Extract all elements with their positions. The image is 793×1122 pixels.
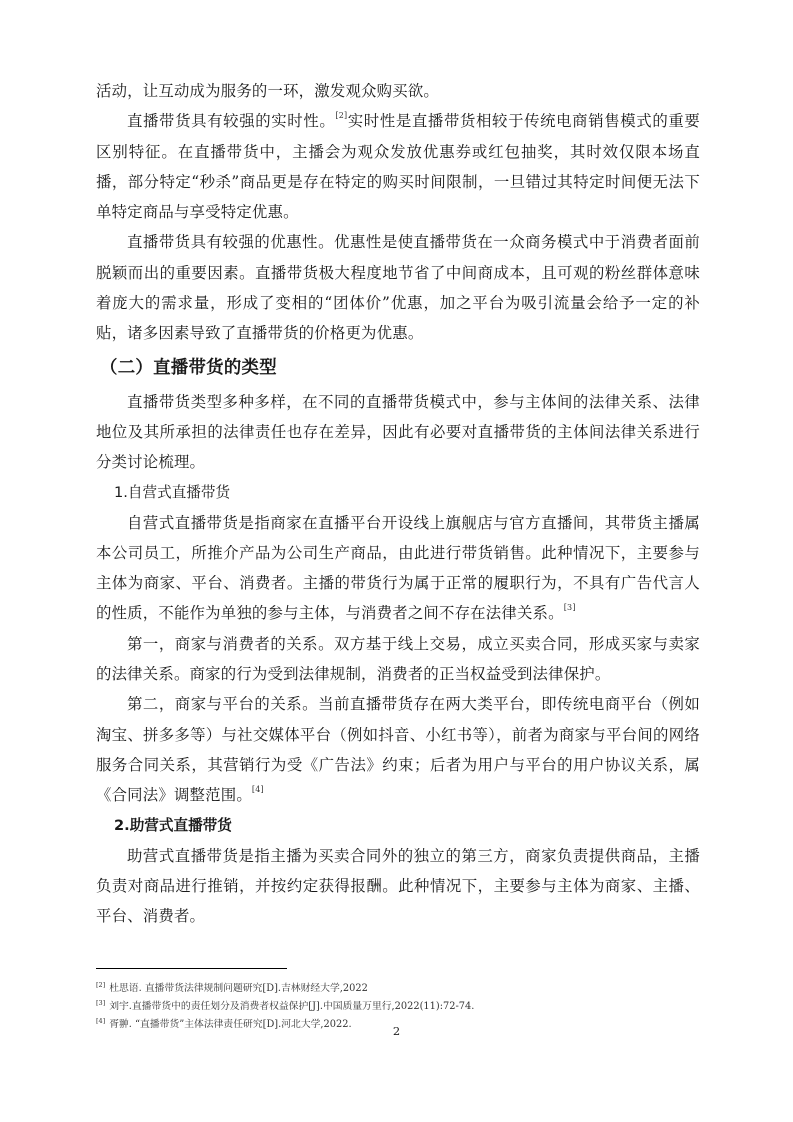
- subsection-heading: 2.助营式直播带货: [114, 816, 232, 834]
- footnote-number: [2]: [96, 981, 106, 989]
- footnote-text: 刘宇.直播带货中的责任划分及消费者权益保护[J].中国质量万里行,2022(11):72-74.: [109, 1001, 475, 1013]
- page-body: [96, 76, 700, 931]
- footnote-divider: [96, 968, 287, 969]
- footnote-text: 杜思语. 直播带货法律规制问题研究[D].吉林财经大学,2022: [109, 983, 368, 994]
- paragraph: [96, 508, 700, 629]
- paragraph: 直播带货具有较强的优惠性。优惠性是使直播带货在一众商务模式中于消费者面前脱颖而出的重要因素。直播带货极大程度地节省了中间商成本，且可观的粉丝群体意味着庞大的需求量，形成了变相的“团体价”优惠，加之平台为吸引流量会给予一定的补贴，诸多因素导致了直播带货的价格更为优惠。: [96, 233, 700, 343]
- footnote-number: [3]: [96, 999, 106, 1008]
- citation-ref[interactable]: [3]: [563, 603, 576, 613]
- paragraph: [96, 689, 700, 810]
- paragraph-text: 第二，商家与平台的关系。当前直播带货存在两大类平台，即传统电商平台（例如淘宝、拼多多等）与社交媒体平台（例如抖音、小红书等），前者为商家与平台间的网络服务合同关系，其营销行为受《广告法》约束；后者为用户与平台的用户协议关系，属《合同法》调整范围。: [96, 695, 700, 805]
- paragraph-text: 实时性是直播带货相较于传统电商销售模式的重要区别特征。在直播带货中，主播会为观众发放优惠券或红包抽奖，其时效仅限本场直播，部分特定“秒杀”商品更是存在特定的购买时间限制，一旦错过其特定时间便无法下单特定商品与享受特定优惠。: [96, 112, 700, 222]
- page-number: 2: [392, 1024, 401, 1038]
- paragraph: 直播带货类型多种多样，在不同的直播带货模式中，参与主体间的法律关系、法律地位及其所承担的法律责任也存在差异，因此有必要对直播带货的主体间法律关系进行分类讨论梳理。: [96, 392, 700, 472]
- paragraph-text: 直播带货具有较强的实时性。: [127, 112, 336, 131]
- footnote: [96, 978, 700, 996]
- citation-ref[interactable]: [2]: [335, 111, 348, 121]
- paragraph: 第一，商家与消费者的关系。双方基于线上交易，成立买卖合同，形成买家与卖家的法律关系。商家的行为受到法律规制，消费者的正当权益受到法律保护。: [96, 634, 700, 684]
- footnote: [96, 996, 700, 1014]
- section-heading: （二）直播带货的类型: [100, 357, 277, 378]
- paragraph: 助营式直播带货是指主播为买卖合同外的独立的第三方，商家负责提供商品，主播负责对商品进行推销，并按约定获得报酬。此种情况下，主要参与主体为商家、主播、平台、消费者。: [96, 846, 700, 926]
- paragraph: 活动，让互动成为服务的一环，激发观众购买欲。: [96, 82, 439, 100]
- footnote-number: [4]: [96, 1017, 106, 1026]
- citation-ref[interactable]: [4]: [251, 785, 264, 795]
- paragraph: [96, 106, 700, 227]
- footnote-text: 胥翀. “直播带货”主体法律责任研究[D].河北大学,2022.: [109, 1019, 352, 1031]
- paragraph-text: 自营式直播带货是指商家在直播平台开设线上旗舰店与官方直播间，其带货主播属本公司员工，所推介产品为公司生产商品，由此进行带货销售。此种情况下，主要参与主体为商家、平台、消费者。主播的带货行为属于正常的履职行为，不具有广告代言人的性质，不能作为单独的参与主体，与消费者之间不存在法律关系。: [96, 513, 700, 623]
- subsection-heading: 1.自营式直播带货: [114, 483, 231, 501]
